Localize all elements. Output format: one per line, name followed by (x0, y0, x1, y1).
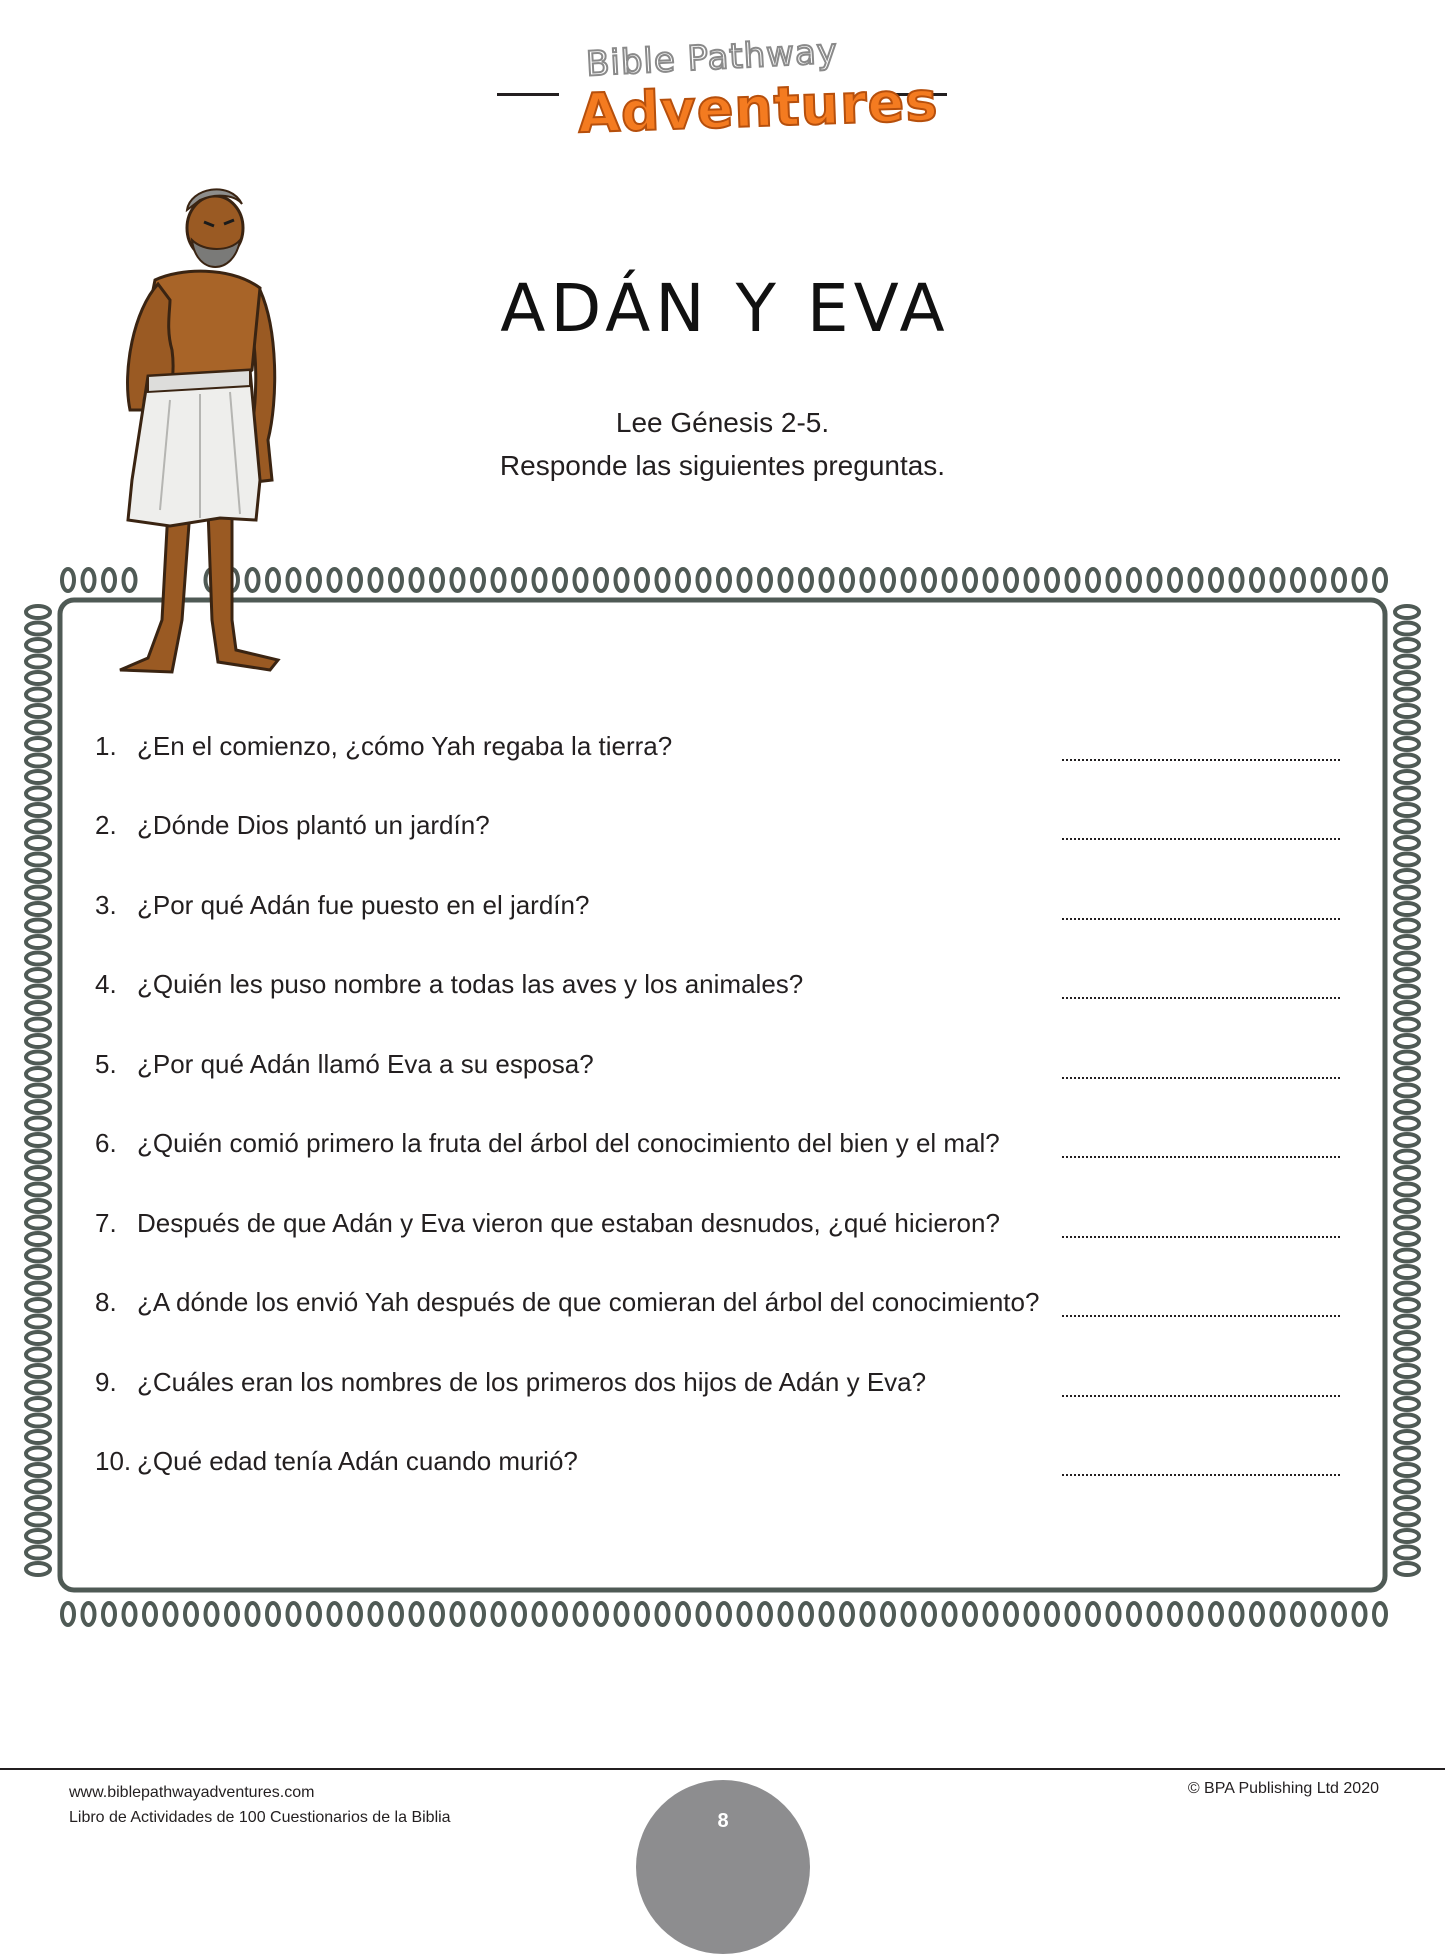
frame-bead (1395, 722, 1419, 734)
answer-blank[interactable] (1062, 759, 1340, 761)
frame-bead (1005, 569, 1017, 591)
frame-bead (1005, 1603, 1017, 1625)
frame-bead (780, 569, 792, 591)
frame-bead (1395, 705, 1419, 717)
frame-bead (1395, 1481, 1419, 1493)
frame-bead (26, 1382, 50, 1394)
frame-bead (964, 1603, 976, 1625)
frame-bead (1026, 1603, 1038, 1625)
frame-bead (26, 722, 50, 734)
frame-bead (1395, 1002, 1419, 1014)
frame-bead (513, 1603, 525, 1625)
frame-bead (1333, 569, 1345, 591)
frame-bead (1395, 1530, 1419, 1542)
frame-bead (26, 1019, 50, 1031)
frame-bead (1395, 870, 1419, 882)
frame-bead (26, 1217, 50, 1229)
frame-bead (903, 1603, 915, 1625)
question-number: 4. (95, 969, 117, 999)
frame-bead (1046, 1603, 1058, 1625)
frame-bead (1395, 606, 1419, 618)
frame-bead (26, 1514, 50, 1526)
frame-bead (1169, 1603, 1181, 1625)
frame-bead (26, 755, 50, 767)
frame-bead (26, 1299, 50, 1311)
frame-bead (1395, 1365, 1419, 1377)
frame-bead (1231, 1603, 1243, 1625)
question-row (95, 731, 1345, 771)
frame-bead (370, 569, 382, 591)
frame-bead (26, 1547, 50, 1559)
frame-bead (1251, 569, 1263, 591)
frame-bead (944, 1603, 956, 1625)
frame-bead (1333, 1603, 1345, 1625)
frame-bead (1395, 1019, 1419, 1031)
question-text: ¿Dónde Dios plantó un jardín? (137, 810, 490, 840)
frame-bead (26, 672, 50, 684)
frame-bead (26, 705, 50, 717)
frame-bead (1395, 821, 1419, 833)
frame-bead (26, 1448, 50, 1460)
frame-bead (1354, 1603, 1366, 1625)
question-number: 5. (95, 1049, 117, 1079)
frame-bead (718, 569, 730, 591)
frame-bead (862, 569, 874, 591)
frame-bead (349, 1603, 361, 1625)
frame-bead (1395, 887, 1419, 899)
frame-bead (26, 903, 50, 915)
frame-bead (1395, 1415, 1419, 1427)
frame-bead (657, 569, 669, 591)
frame-bead (26, 1134, 50, 1146)
frame-bead (26, 1481, 50, 1493)
frame-bead (1395, 1085, 1419, 1097)
frame-bead (923, 569, 935, 591)
question-row (95, 890, 1345, 930)
frame-bead (1395, 1316, 1419, 1328)
answer-blank[interactable] (1062, 1156, 1340, 1158)
frame-bead (1395, 1118, 1419, 1130)
frame-bead (206, 1603, 218, 1625)
frame-bead (26, 1118, 50, 1130)
question-text: ¿Quién les puso nombre a todas las aves y los animales? (137, 969, 804, 999)
frame-bead (493, 1603, 505, 1625)
frame-bead (370, 1603, 382, 1625)
frame-bead (247, 1603, 259, 1625)
frame-bead (26, 771, 50, 783)
frame-bead (882, 569, 894, 591)
answer-blank[interactable] (1062, 1395, 1340, 1397)
frame-bead (165, 1603, 177, 1625)
frame-bead (1395, 1431, 1419, 1443)
frame-bead (26, 953, 50, 965)
frame-bead (1395, 1200, 1419, 1212)
frame-bead (26, 1151, 50, 1163)
frame-bead (472, 569, 484, 591)
frame-bead (595, 1603, 607, 1625)
question-number: 3. (95, 890, 117, 920)
frame-bead (62, 1603, 74, 1625)
frame-bead (1128, 1603, 1140, 1625)
frame-bead (759, 569, 771, 591)
frame-bead (1395, 837, 1419, 849)
frame-bead (1087, 569, 1099, 591)
frame-bead (226, 1603, 238, 1625)
frame-bead (575, 1603, 587, 1625)
frame-bead (1108, 569, 1120, 591)
frame-bead (1395, 1464, 1419, 1476)
instruction-answer: Responde las siguientes preguntas. (499, 450, 946, 481)
question-row (95, 1287, 1345, 1327)
frame-bead (1395, 1134, 1419, 1146)
frame-bead (554, 1603, 566, 1625)
question-number: 9. (95, 1367, 117, 1397)
frame-bead (780, 1603, 792, 1625)
answer-blank[interactable] (1062, 1077, 1340, 1079)
frame-bead (575, 569, 587, 591)
frame-bead (944, 569, 956, 591)
frame-bead (1395, 1299, 1419, 1311)
frame-bead (493, 569, 505, 591)
frame-bead (26, 1101, 50, 1113)
frame-bead (124, 1603, 136, 1625)
frame-bead (62, 569, 74, 591)
frame-bead (26, 1002, 50, 1014)
frame-bead (26, 870, 50, 882)
frame-bead (1395, 1052, 1419, 1064)
frame-bead (800, 569, 812, 591)
frame-bead (288, 1603, 300, 1625)
footer-copyright: © BPA Publishing Ltd 2020 (1187, 1780, 1379, 1797)
question-text: ¿Quién comió primero la fruta del árbol del conocimiento del bien y el mal? (137, 1128, 1000, 1158)
frame-bead (26, 1316, 50, 1328)
question-text: ¿Cuáles eran los nombres de los primeros dos hijos de Adán y Eva? (137, 1367, 927, 1397)
frame-bead (26, 1283, 50, 1295)
frame-bead (1395, 969, 1419, 981)
frame-bead (26, 1233, 50, 1245)
frame-bead (1190, 1603, 1202, 1625)
frame-bead (431, 1603, 443, 1625)
frame-bead (329, 569, 341, 591)
frame-bead (26, 1464, 50, 1476)
frame-bead (26, 1563, 50, 1575)
frame-bead (636, 1603, 648, 1625)
frame-bead (1231, 569, 1243, 591)
frame-bead (882, 1603, 894, 1625)
frame-bead (26, 969, 50, 981)
frame-bead (616, 1603, 628, 1625)
adam-illustration (100, 180, 310, 680)
frame-bead (26, 738, 50, 750)
frame-bead (759, 1603, 771, 1625)
question-number: 1. (95, 731, 117, 761)
frame-bead (26, 1530, 50, 1542)
frame-bead (26, 1415, 50, 1427)
frame-bead (185, 1603, 197, 1625)
frame-bead (534, 1603, 546, 1625)
frame-bead (26, 623, 50, 635)
frame-bead (26, 656, 50, 668)
question-row (95, 1446, 1345, 1486)
frame-bead (26, 1431, 50, 1443)
frame-bead (554, 569, 566, 591)
question-row (95, 1049, 1345, 1089)
frame-bead (1190, 569, 1202, 591)
frame-bead (1395, 1563, 1419, 1575)
frame-bead (411, 1603, 423, 1625)
frame-bead (1395, 1266, 1419, 1278)
frame-bead (1108, 1603, 1120, 1625)
frame-bead (1395, 986, 1419, 998)
frame-bead (26, 1497, 50, 1509)
frame-bead (26, 854, 50, 866)
frame-bead (411, 569, 423, 591)
frame-bead (1395, 1151, 1419, 1163)
frame-bead (26, 1398, 50, 1410)
frame-bead (1395, 656, 1419, 668)
frame-bead (144, 1603, 156, 1625)
frame-bead (1292, 1603, 1304, 1625)
instruction-reading: Lee Génesis 2-5. (615, 407, 830, 438)
footer-book-title: Libro de Actividades de 100 Cuestionarios de la Biblia (69, 1809, 451, 1826)
question-text: ¿Por qué Adán fue puesto en el jardín? (137, 890, 590, 920)
answer-blank[interactable] (1062, 918, 1340, 920)
frame-bead (1395, 1217, 1419, 1229)
frame-bead (1169, 569, 1181, 591)
question-row (95, 1367, 1345, 1407)
frame-bead (1395, 1332, 1419, 1344)
frame-bead (1026, 569, 1038, 591)
frame-bead (83, 569, 95, 591)
frame-bead (26, 639, 50, 651)
frame-bead (83, 1603, 95, 1625)
frame-bead (616, 569, 628, 591)
frame-bead (1395, 1283, 1419, 1295)
frame-bead (1313, 569, 1325, 591)
frame-bead (657, 1603, 669, 1625)
question-text: ¿En el comienzo, ¿cómo Yah regaba la tierra? (137, 731, 673, 761)
question-row (95, 1208, 1345, 1248)
answer-blank[interactable] (1062, 997, 1340, 999)
frame-bead (677, 569, 689, 591)
frame-bead (26, 920, 50, 932)
frame-bead (1395, 788, 1419, 800)
question-text: ¿Por qué Adán llamó Eva a su esposa? (137, 1049, 594, 1079)
answer-blank[interactable] (1062, 1315, 1340, 1317)
question-text: ¿A dónde los envió Yah después de que comieran del árbol del conocimiento? (137, 1287, 1040, 1317)
frame-bead (1210, 1603, 1222, 1625)
frame-bead (390, 1603, 402, 1625)
frame-bead (1087, 1603, 1099, 1625)
frame-bead (26, 1349, 50, 1361)
footer-rule (0, 1768, 1445, 1770)
frame-bead (26, 986, 50, 998)
frame-bead (739, 1603, 751, 1625)
frame-bead (841, 1603, 853, 1625)
frame-bead (821, 1603, 833, 1625)
frame-bead (452, 569, 464, 591)
frame-bead (26, 1035, 50, 1047)
question-text: ¿Qué edad tenía Adán cuando murió? (137, 1446, 578, 1476)
footer-website[interactable]: www.biblepathwayadventures.com (69, 1784, 315, 1801)
frame-bead (636, 569, 648, 591)
frame-bead (1210, 569, 1222, 591)
frame-bead (26, 1052, 50, 1064)
frame-bead (800, 1603, 812, 1625)
frame-bead (26, 606, 50, 618)
logo-line2: Adventures (577, 69, 940, 146)
frame-bead (1395, 689, 1419, 701)
frame-bead (452, 1603, 464, 1625)
frame-bead (26, 1184, 50, 1196)
question-number: 8. (95, 1287, 117, 1317)
frame-bead (1395, 1448, 1419, 1460)
logo-line1: Bible Pathway (585, 31, 839, 85)
page-number: 8 (717, 1810, 729, 1832)
frame-bead (1395, 672, 1419, 684)
frame-bead (1395, 804, 1419, 816)
frame-bead (26, 1332, 50, 1344)
frame-bead (698, 1603, 710, 1625)
page-title: ADÁN Y EVA (500, 270, 950, 347)
answer-blank[interactable] (1062, 1474, 1340, 1476)
frame-bead (1395, 1233, 1419, 1245)
question-row (95, 1128, 1345, 1168)
frame-bead (26, 1365, 50, 1377)
frame-bead (1395, 1349, 1419, 1361)
frame-bead (1149, 569, 1161, 591)
frame-bead (267, 1603, 279, 1625)
frame-bead (26, 887, 50, 899)
frame-bead (862, 1603, 874, 1625)
frame-bead (26, 788, 50, 800)
frame-bead (1395, 920, 1419, 932)
frame-bead (1046, 569, 1058, 591)
frame-bead (739, 569, 751, 591)
frame-bead (1149, 1603, 1161, 1625)
frame-bead (1272, 1603, 1284, 1625)
frame-bead (1395, 771, 1419, 783)
question-number: 6. (95, 1128, 117, 1158)
frame-bead (1251, 1603, 1263, 1625)
frame-bead (903, 569, 915, 591)
frame-bead (26, 1250, 50, 1262)
frame-bead (26, 689, 50, 701)
frame-bead (26, 1085, 50, 1097)
frame-bead (329, 1603, 341, 1625)
frame-bead (985, 569, 997, 591)
frame-bead (1395, 1514, 1419, 1526)
frame-bead (26, 821, 50, 833)
frame-bead (1354, 569, 1366, 591)
frame-bead (1395, 953, 1419, 965)
frame-bead (1067, 1603, 1079, 1625)
frame-bead (964, 569, 976, 591)
question-row (95, 969, 1345, 1009)
frame-bead (677, 1603, 689, 1625)
frame-bead (1395, 1382, 1419, 1394)
frame-bead (1395, 1068, 1419, 1080)
question-number: 2. (95, 810, 117, 840)
answer-blank[interactable] (1062, 838, 1340, 840)
frame-bead (1128, 569, 1140, 591)
page-number-badge (636, 1780, 810, 1954)
frame-bead (349, 569, 361, 591)
frame-bead (1395, 1035, 1419, 1047)
frame-bead (534, 569, 546, 591)
frame-bead (1395, 1167, 1419, 1179)
frame-bead (1395, 639, 1419, 651)
frame-bead (1395, 936, 1419, 948)
frame-bead (26, 1068, 50, 1080)
question-number: 10. (95, 1446, 132, 1476)
frame-bead (1395, 738, 1419, 750)
frame-bead (698, 569, 710, 591)
frame-bead (26, 1200, 50, 1212)
frame-bead (821, 569, 833, 591)
frame-bead (1395, 1184, 1419, 1196)
frame-bead (1395, 623, 1419, 635)
frame-bead (390, 569, 402, 591)
frame-bead (1395, 1398, 1419, 1410)
frame-bead (1395, 755, 1419, 767)
frame-bead (595, 569, 607, 591)
frame-bead (308, 1603, 320, 1625)
frame-bead (1292, 569, 1304, 591)
frame-bead (472, 1603, 484, 1625)
frame-bead (103, 1603, 115, 1625)
frame-bead (513, 569, 525, 591)
frame-bead (923, 1603, 935, 1625)
frame-bead (26, 1266, 50, 1278)
frame-bead (1374, 569, 1386, 591)
frame-bead (1313, 1603, 1325, 1625)
frame-bead (841, 569, 853, 591)
question-text: Después de que Adán y Eva vieron que estaban desnudos, ¿qué hicieron? (137, 1208, 1000, 1238)
question-row (95, 810, 1345, 850)
answer-blank[interactable] (1062, 1236, 1340, 1238)
frame-bead (26, 804, 50, 816)
frame-bead (718, 1603, 730, 1625)
frame-bead (985, 1603, 997, 1625)
frame-bead (1067, 569, 1079, 591)
question-number: 7. (95, 1208, 117, 1238)
frame-bead (1395, 1497, 1419, 1509)
frame-bead (1395, 1547, 1419, 1559)
frame-bead (1374, 1603, 1386, 1625)
frame-bead (1395, 854, 1419, 866)
footer-info (69, 1780, 451, 1830)
frame-bead (1395, 1250, 1419, 1262)
frame-bead (26, 936, 50, 948)
frame-bead (26, 837, 50, 849)
frame-bead (1272, 569, 1284, 591)
frame-bead (26, 1167, 50, 1179)
frame-bead (431, 569, 443, 591)
frame-bead (1395, 903, 1419, 915)
frame-bead (1395, 1101, 1419, 1113)
